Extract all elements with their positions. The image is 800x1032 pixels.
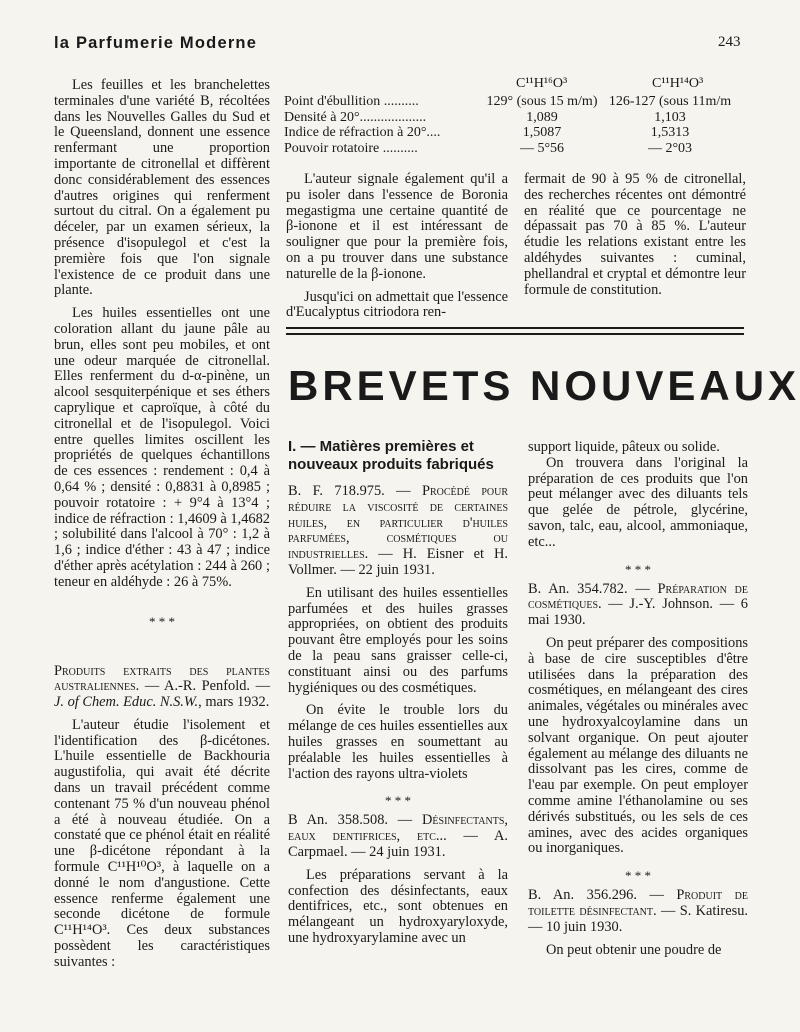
patent-ref: B An. 358.508. — [288, 812, 423, 829]
patent-ref: B. An. 354.782. — [528, 580, 658, 597]
cell-b: 126-127 (sous 11m/m [608, 94, 732, 109]
patent-authors: — S. Katiresu. — 10 juin 1930. [528, 902, 748, 935]
cell-a: 1,089 [526, 109, 558, 125]
paragraph: Les préparations servant à la confection des désinfectants, eaux dentifrices, etc., sont obtenues en mélangeant un hydroxyaryloxyde, une hydroxyarylamine avec un [288, 866, 508, 946]
cell-b: — 2°03 [647, 140, 693, 156]
right-bottom-column [528, 440, 748, 965]
paragraph: En utilisant des huiles essentielles parfumées et des huiles grasses appropriées, on obtient des produits pouvant être employés pour les soins de la peau sans graisser celle-ci, constituant ainsi ou des parfums hygiéniques ou des cosmétiques. [288, 584, 508, 696]
section-rule-bottom [286, 333, 744, 335]
section-heading: BREVETS NOUVEAUX [288, 362, 800, 409]
article-title: Produits extraits des plantes australiennes. [54, 662, 270, 695]
section-separator: * * * [625, 561, 651, 577]
row-label: Point d'ébullition .......... [284, 94, 419, 109]
right-top-column [524, 172, 746, 305]
cell-b: 1,5313 [650, 125, 690, 141]
left-column [54, 78, 270, 978]
table-col-header: C¹¹H¹⁶O³ [516, 76, 568, 91]
article-journal: J. of Chem. Educ. N.S.W. [54, 694, 199, 711]
properties-table [284, 94, 736, 156]
patent-authors: — J.-Y. Johnson. — 6 mai 1930. [528, 596, 748, 629]
paragraph: Les huiles essentielles ont une coloration allant du jaune pâle au brun, elles sont peu mobiles, et ont une odeur marquée de citronellal. Elles renferment du d-α-pinène, un alcool sesquiterpénique et ses éthers caprylique et caproïque, à côté du citronellal et de l'isopulegol. Voici entre quelles limites oscillent les propriétés de quelques échantillons de ces essences : rendement : 0,4 à 0,64 % ; densité : 0,8831 à 0,8985 ; pouvoir rotatoire : + 9°4 à 13°4 ; indice de réfraction : 1,4609 à 1,4682 ; solubilité dans l'alcool à 70° : 1,2 à 1,6 ; indice d'éther : 43 à 47 ; indice d'éther après acétylation : 244 à 260 ; teneur en aldéhyde : 26 à 75%. [54, 305, 270, 590]
section-separator: * * * [625, 868, 651, 884]
paragraph: L'auteur étudie l'isolement et l'identification des β-dicétones. L'huile essentielle de Backhouria augustifolia, qui avait été décrite dans un travail précédent comme contenant 75 % d'un nouveau phénol a été à nouveau étudiée. On a constaté que ce phénol était en réalité une β-dicétone répondant à la formule C¹¹H¹⁰O³, à laquelle on a donné le nom d'angustione. Cette essence renferme également une seconde dicétone de formule C¹¹H¹⁴O³. Ces deux substances possèdent les caractéristiques suivantes : [54, 716, 270, 970]
paragraph: support liquide, pâteux ou solide. [528, 439, 720, 455]
patent-title: Procédé pour réduire la viscosité de certaines huiles, en particulier d'huiles parfumées, cosmétiques ou industrielles. [288, 483, 508, 563]
patent-title: Désinfectants, eaux dentifrices, etc... [288, 812, 508, 845]
patent-title: Préparation de cosmétiques. [528, 580, 748, 613]
paragraph: Les feuilles et les branchelettes terminales d'une variété B, récoltées dans les Nouvelles Galles du Sud et le Queensland, donnent une essence renfermant une proportion importante de citronellal et diffèrent donc considérablement des essences d'autres origines qui renferment surtout du citral. On a également pu déceler, par un examen sérieux, la présence d'isopulegol et c'est la première fois que l'on signale l'existence de ce produit dans une plante. [54, 77, 270, 299]
middle-bottom-column [288, 438, 508, 954]
middle-top-column [286, 172, 508, 328]
table-row [284, 125, 736, 141]
paragraph: Jusqu'ici on admettait que l'essence d'Eucalyptus citriodora ren- [286, 288, 508, 321]
article-author: — A.-R. Penfold. — [139, 678, 270, 695]
patent-entry [288, 484, 508, 579]
patent-entry [288, 813, 508, 860]
patent-authors: — A. Carpmael. — 24 juin 1931. [288, 828, 508, 860]
paragraph: fermait de 90 à 95 % de citronellal, des recherches récentes ont démontré en réalité que ce pourcentage ne dépassait pas 70 à 85 %. L'auteur étudie les relations existant entre les aldéhydes suivantes : cuminal, phellandral et cryptal et démontre leur formule de constitution. [524, 171, 746, 298]
article-date: , mars 1932. [198, 694, 270, 711]
patent-ref: B. An. 356.296. — [528, 887, 677, 904]
paragraph: L'auteur signale également qu'il a pu isoler dans l'essence de Boronia megastigma une certaine quantité de β-ionone et il est intéressant de souligner que pour la première fois, on a pu trouver dans une substance naturelle de la β-ionone. [286, 171, 508, 282]
section-separator: * * * [149, 613, 175, 629]
paragraph: On trouvera dans l'original la préparation de ces produits que l'on peut mélanger avec des diluants tels que gelée de pétrole, glycérine, savon, talc, eau, alcool, ammoniaque, etc... [528, 454, 748, 550]
paragraph: On évite le trouble lors du mélange de ces huiles essentielles aux huiles grasses en soumettant au préalable les huiles essentielles à l'action des rayons ultra-violets [288, 702, 508, 782]
table-col-header: C¹¹H¹⁴O³ [652, 76, 704, 91]
row-label: Pouvoir rotatoire .......... [284, 140, 418, 156]
patent-entry [528, 582, 748, 629]
row-label: Densité à 20°................... [284, 109, 427, 125]
section-separator: * * * [385, 793, 411, 809]
paragraph: On peut obtenir une poudre de [546, 941, 722, 958]
page-number: 243 [718, 34, 741, 50]
journal-title: la Parfumerie Moderne [54, 34, 258, 52]
paragraph: On peut préparer des compositions à base de cire susceptibles d'être utilisées dans la préparation des cosmétiques, en mélangeant des cires animales, végétales ou minérales avec une hydroxyalcoylamine dans un solvant organique. On peut ajouter également au mélange des diluants ne dissolvant pas les cires, comme de l'eau par exemple. On peut employer comme amine l'éthanolamine ou ses dérivés substitués, ou les sels de ces amines, avec des acides organiques ou inorganiques. [528, 634, 748, 857]
patent-title: Produit de toilette désinfectant. [528, 887, 748, 919]
row-label: Indice de réfraction à 20°.... [284, 125, 441, 141]
table-row [284, 110, 736, 126]
table-row [284, 141, 736, 157]
cell-b: 1,103 [654, 109, 686, 125]
patent-ref: B. F. 718.975. — [288, 483, 422, 499]
section-rule-top [286, 327, 744, 329]
patent-authors: — H. Eisner et H. Vollmer. — 22 juin 1931. [288, 546, 508, 578]
cell-a: — 5°56 [519, 140, 565, 156]
subsection-heading: I. — Matières premières et nouveaux produits fabriqués [288, 438, 494, 473]
article-reference [54, 664, 270, 711]
cell-a: 129° (sous 15 m/m) [486, 94, 598, 109]
cell-a: 1,5087 [522, 125, 562, 141]
table-row [284, 94, 736, 110]
patent-entry [528, 888, 748, 935]
